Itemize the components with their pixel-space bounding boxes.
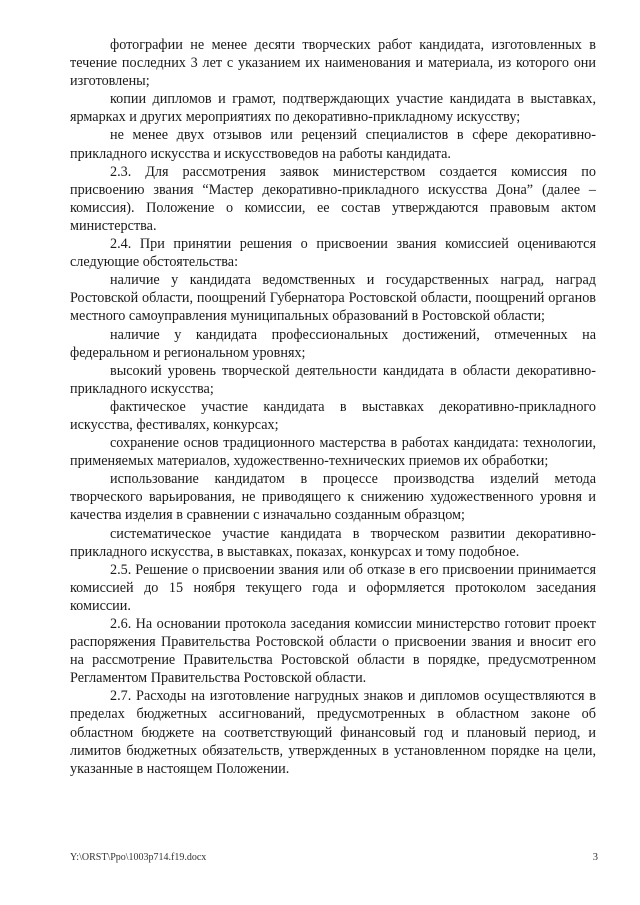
page-number: 3 [592,852,598,863]
paragraph-diplomas: копии дипломов и грамот, подтверждающих участие кандидата в выставках, ярмарках и других мероприятиях по декоративно-прикладному искусству; [70,91,596,126]
paragraph-2-6: 2.6. На основании протокола заседания комиссии министерство готовит проект распоряжения Правительства Ростовской области о присвоении звания и вносит его на рассмотрение Правительства Ростовской области в порядке, предусмотренном Регламентом Правительства Ростовской области. [70,616,596,687]
paragraph-traditions: сохранение основ традиционного мастерства в работах кандидата: технологии, применяемых материалов, художественно-технических приемов их обработки; [70,435,596,470]
paragraph-2-5: 2.5. Решение о присвоении звания или об отказе в его присвоении принимается комиссией до 15 ноября текущего года и оформляется протоколом заседания комиссии. [70,561,596,614]
paragraph-exhibitions: фактическое участие кандидата в выставках декоративно-прикладного искусства, фестивалях, конкурсах; [70,398,596,433]
paragraph-achievements: наличие у кандидата профессиональных достижений, отмеченных на федеральном и региональном уровнях; [70,326,596,361]
paragraph-2-4: 2.4. При принятии решения о присвоении звания комиссией оцениваются следующие обстоятельства: [70,236,596,271]
paragraph-systematic-participation: систематическое участие кандидата в творческом развитии декоративно-прикладного искусства, в выставках, показах, конкурсах и тому подобное. [70,525,596,560]
paragraph-variation-method: использование кандидатом в процессе производства изделий метода творческого варьирования, не приводящего к снижению художественного уровня и качества изделия в сравнении с изначально созданным образцом; [70,471,596,524]
document-body [70,36,596,778]
paragraph-reviews: не менее двух отзывов или рецензий специалистов в сфере декоративно-прикладного искусства и искусствоведов на работы кандидата. [70,127,596,162]
paragraph-awards: наличие у кандидата ведомственных и государственных наград, наград Ростовской области, поощрений Губернатора Ростовской области, поощрений органов местного самоуправления муниципальных образований в Ростовской области; [70,272,596,325]
paragraph-photos: фотографии не менее десяти творческих работ кандидата, изготовленных в течение последних 3 лет с указанием их наименования и материала, из которого они изготовлены; [70,37,596,90]
paragraph-activity-level: высокий уровень творческой деятельности кандидата в области декоративно-прикладного искусства; [70,362,596,397]
paragraph-2-3: 2.3. Для рассмотрения заявок министерством создается комиссия по присвоению звания “Мастер декоративно-прикладного искусства Дона” (далее – комиссия). Положение о комиссии, ее состав утверждаются правовым актом министерства. [70,163,596,234]
paragraph-2-7: 2.7. Расходы на изготовление нагрудных знаков и дипломов осуществляются в пределах бюджетных ассигнований, предусмотренных в областном законе об областном бюджете на соответствующий финансовый год и плановый период, и лимитов бюджетных обязательств, утвержденных в установленном порядке на цели, указанные в настоящем Положении. [70,688,596,777]
footer-file-path: Y:\ORST\Ppo\1003p714.f19.docx [70,852,207,863]
